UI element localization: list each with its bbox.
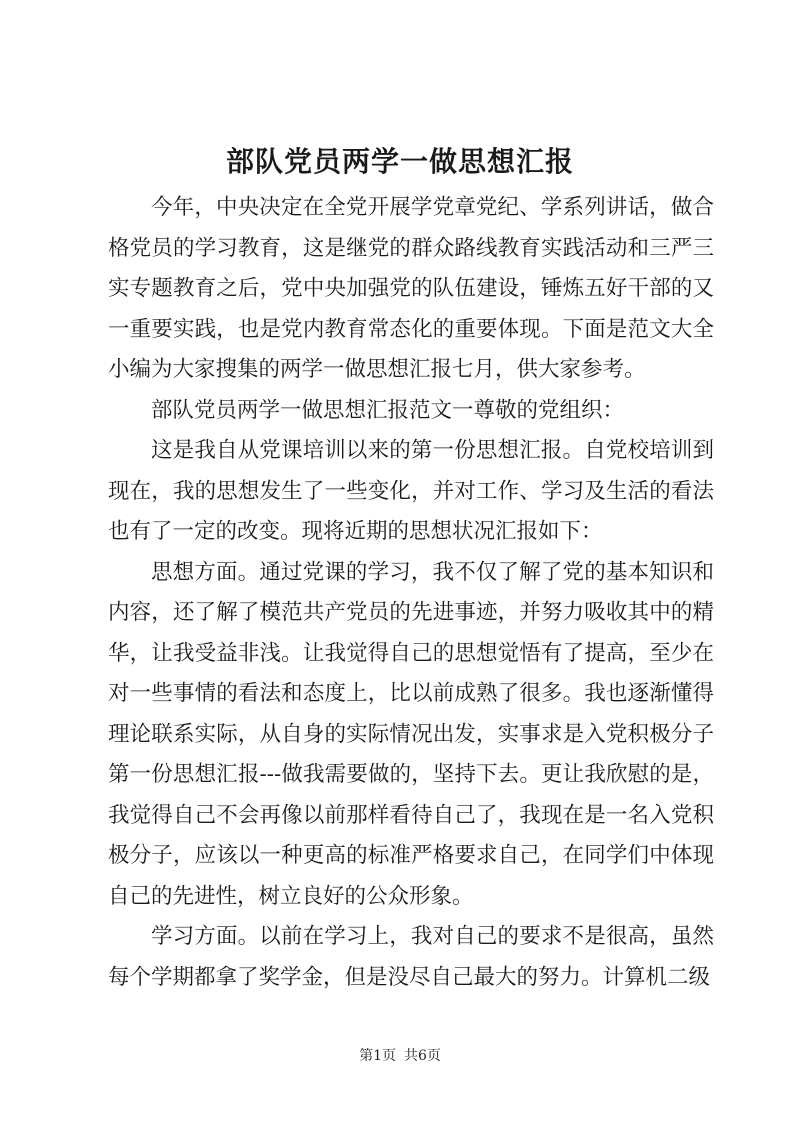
paragraph-intro: 今年，中央决定在全党开展学党章党纪、学系列讲话，做合格党员的学习教育，这是继党的群众路线教育实践活动和三严三实专题教育之后，党中央加强党的队伍建设，锤炼五好干部的又一重要实践，也是党内教育常态化的重要体现。下面是范文大全小编为大家搜集的两学一做思想汇报七月，供大家参考。 — [108, 195, 714, 382]
document-body — [108, 188, 714, 998]
paragraph-thought: 思想方面。通过党课的学习，我不仅了解了党的基本知识和内容，还了解了模范共产党员的先进事迹，并努力吸收其中的精华，让我受益非浅。让我觉得自己的思想觉悟有了提高，至少在对一些事情的看法和态度上，比以前成熟了很多。我也逐渐懂得理论联系实际，从自身的实际情况出发，实事求是入党积极分子第一份思想汇报---做我需要做的，坚持下去。更让我欣慰的是，我觉得自己不会再像以前那样看待自己了，我现在是一名入党积极分子，应该以一种更高的标准严格要求自己，在同学们中体现自己的先进性，树立良好的公众形象。 — [108, 559, 714, 909]
paragraph-study: 学习方面。以前在学习上，我对自己的要求不是很高，虽然每个学期都拿了奖学金，但是没尽自己最大的努力。计算机二级 — [108, 924, 714, 990]
page-total: 共6页 — [404, 1048, 441, 1064]
page-footer — [0, 1046, 800, 1066]
document-title: 部队党员两学一做思想汇报 — [225, 145, 574, 178]
page-number: 第1页 — [359, 1048, 396, 1064]
paragraph-salutation: 部队党员两学一做思想汇报范文一尊敬的党组织： — [151, 397, 625, 423]
paragraph-opening: 这是我自从党课培训以来的第一份思想汇报。自党校培训到现在，我的思想发生了一些变化，并对工作、学习及生活的看法也有了一定的改变。现将近期的思想状况汇报如下： — [108, 438, 714, 544]
